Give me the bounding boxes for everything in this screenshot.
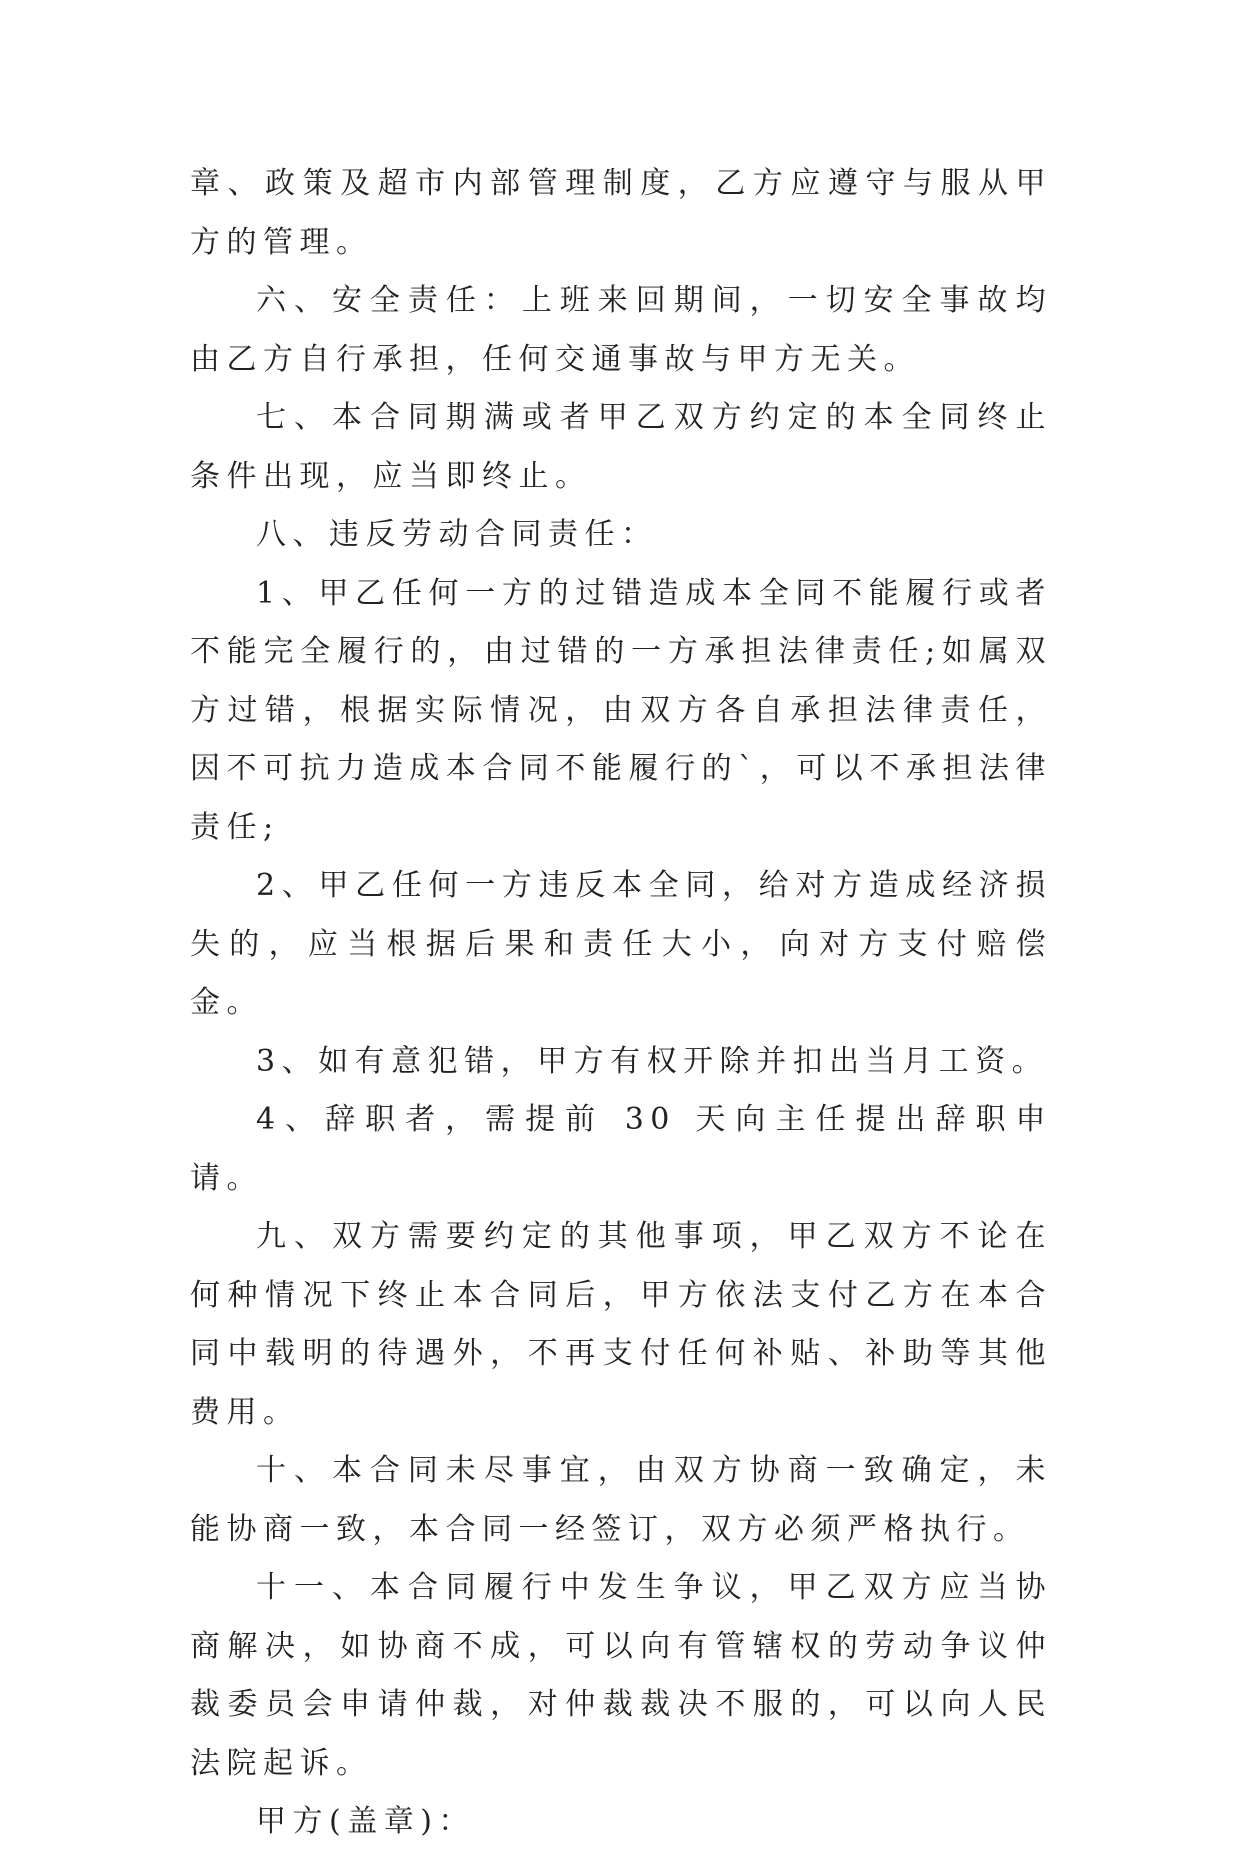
paragraph-unresolved-matters: 十、本合同未尽事宜，由双方协商一致确定，未能协商一致，本合同一经签订，双方必须严格执行。	[190, 1453, 1052, 1547]
signature-party-a-label: 甲方(盖章)：	[256, 1804, 475, 1839]
paragraph-safety-responsibility: 六、安全责任：上班来回期间，一切安全事故均由乙方自行承担，任何交通事故与甲方无关。	[190, 283, 1052, 377]
paragraph-dispute-resolution: 十一、本合同履行中发生争议，甲乙双方应当协商解决，如协商不成，可以向有管辖权的劳动争议仲裁委员会申请仲裁，对仲裁裁决不服的，可以向人民法院起诉。	[190, 1570, 1052, 1781]
paragraph-breach-item-3: 3、如有意犯错，甲方有权开除并扣出当月工资。	[256, 1043, 1049, 1079]
paragraph-breach-liability-heading: 八、违反劳动合同责任：	[256, 517, 658, 552]
paragraph-other-matters: 九、双方需要约定的其他事项，甲乙双方不论在何种情况下终止本合同后，甲方依法支付乙方在本合同中载明的待遇外，不再支付任何补贴、补助等其他费用。	[190, 1219, 1052, 1430]
paragraph-contract-termination: 七、本合同期满或者甲乙双方约定的本全同终止条件出现，应当即终止。	[190, 400, 1052, 494]
paragraph-rules-continuation: 章、政策及超市内部管理制度，乙方应遵守与服从甲方的管理。	[190, 166, 1052, 260]
paragraph-breach-item-1: 1、甲乙任何一方的过错造成本全同不能履行或者不能完全履行的，由过错的一方承担法律责任;如属双方过错，根据实际情况，由双方各自承担法律责任，因不可抗力造成本合同不能履行的`，可以不承担法律责任;	[190, 575, 1052, 845]
document-body	[190, 155, 1052, 1852]
paragraph-breach-item-4: 4、辞职者，需提前 30 天向主任提出辞职申请。	[190, 1102, 1052, 1196]
paragraph-breach-item-2: 2、甲乙任何一方违反本全同，给对方造成经济损失的，应当根据后果和责任大小，向对方支付赔偿金。	[190, 868, 1052, 1020]
